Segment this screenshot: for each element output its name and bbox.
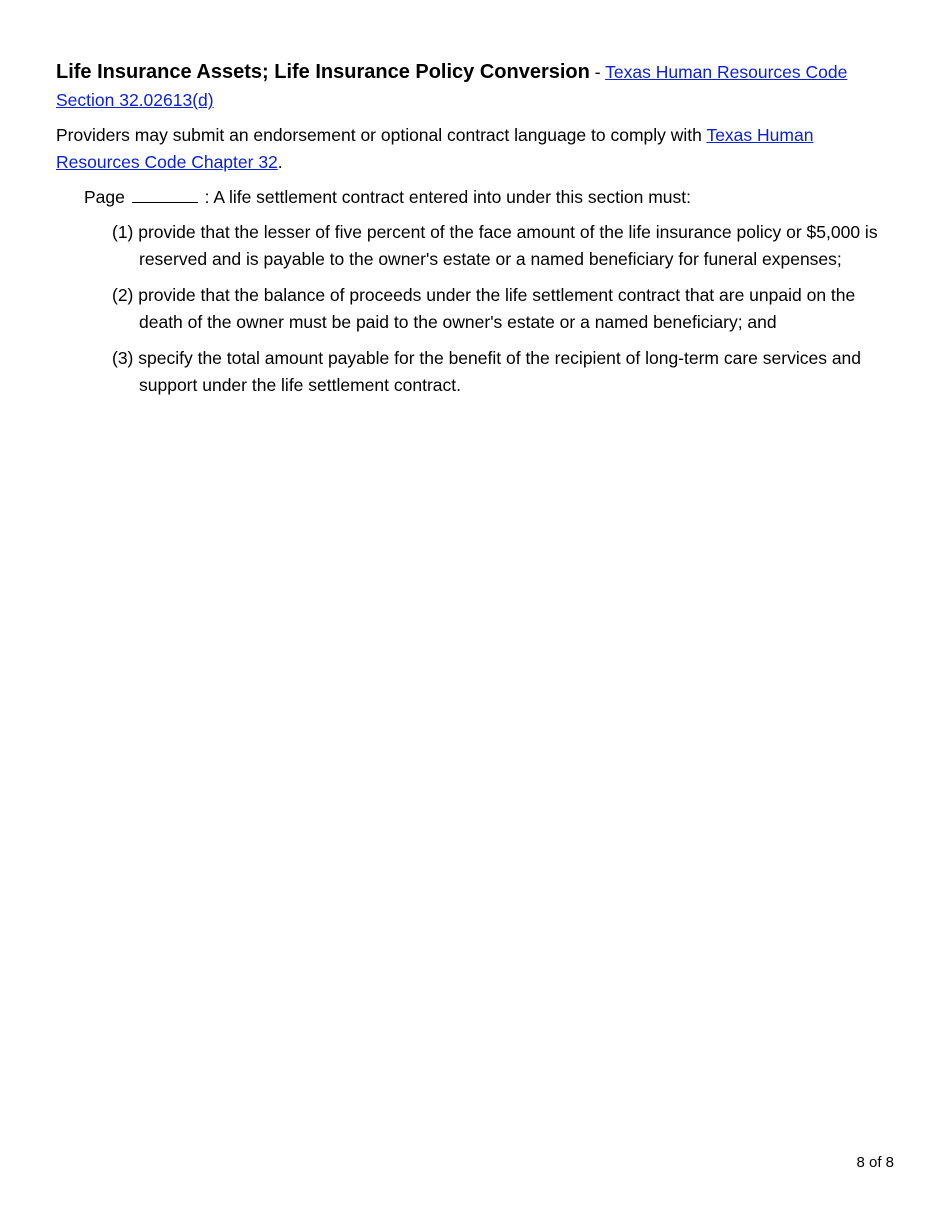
- intro-period: .: [277, 152, 283, 172]
- section-heading: [56, 58, 886, 114]
- page-number-blank[interactable]: [132, 185, 198, 203]
- list-item: (2) provide that the balance of proceeds under the life settlement contract that are unpaid on the death of the owner must be paid to the owner's estate or a named beneficiary; and: [112, 285, 856, 332]
- page-line: [84, 184, 886, 211]
- page-indicator: 8 of 8: [856, 1154, 894, 1171]
- section-title: Life Insurance Assets; Life Insurance Policy Conversion: [56, 61, 590, 83]
- intro-paragraph: [56, 122, 886, 176]
- heading-separator: -: [589, 62, 606, 82]
- page-label: Page: [84, 187, 125, 207]
- hrc-chapter-link[interactable]: Texas Human Resources Code Chapter 32: [56, 125, 814, 172]
- hrc-section-link[interactable]: Texas Human Resources Code Section 32.02613(d): [56, 62, 848, 110]
- intro-text: Providers may submit an endorsement or optional contract language to comply with: [56, 125, 707, 145]
- list-item: (1) provide that the lesser of five percent of the face amount of the life insurance policy or $5,000 is reserved and is payable to the owner's estate or a named beneficiary for funeral expenses;: [112, 222, 878, 269]
- page-line-text: : A life settlement contract entered into under this section must:: [204, 187, 691, 207]
- document-page: [56, 58, 886, 408]
- list-item: (3) specify the total amount payable for the benefit of the recipient of long-term care services and support under the life settlement contract.: [112, 348, 862, 395]
